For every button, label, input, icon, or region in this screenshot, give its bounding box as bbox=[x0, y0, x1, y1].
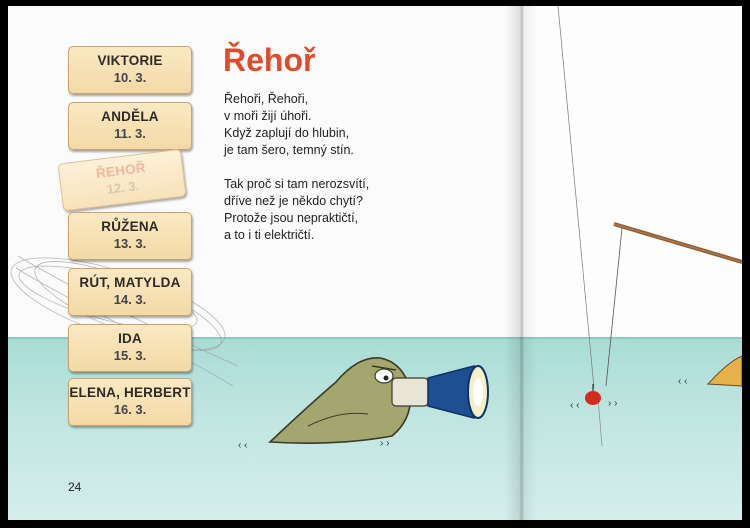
tag-date: 10. 3. bbox=[113, 70, 147, 85]
tag-ida bbox=[68, 324, 192, 372]
poem-line: Tak proč si tam nerozsvítí, bbox=[224, 177, 370, 191]
tag-date: 14. 3. bbox=[113, 292, 147, 307]
page-title: Řehoř bbox=[223, 42, 316, 78]
tag-name: ŘEHOŘ bbox=[95, 160, 147, 182]
svg-text:‹ ‹: ‹ ‹ bbox=[678, 376, 688, 387]
tag-date: 11. 3. bbox=[114, 126, 146, 141]
fish-with-flashlight bbox=[238, 358, 488, 451]
tag-name: ELENA, HERBERT bbox=[69, 385, 191, 400]
tag-date: 12. 3. bbox=[105, 178, 140, 197]
poem bbox=[224, 91, 369, 244]
poem-line: je tam šero, temný stín. bbox=[224, 143, 354, 157]
tag-name: RÚT, MATYLDA bbox=[79, 275, 181, 290]
poem-line: Protože jsou nepraktičtí, bbox=[224, 211, 359, 225]
tag-date: 15. 3. bbox=[113, 348, 147, 363]
svg-text:‹ ‹: ‹ ‹ bbox=[570, 400, 580, 411]
tag-name: ANDĚLA bbox=[101, 109, 159, 124]
open-book bbox=[8, 6, 742, 520]
tag-andela bbox=[68, 102, 192, 150]
fishing-float bbox=[570, 384, 617, 411]
poem-line: Když zaplují do hlubin, bbox=[224, 126, 350, 140]
poem-line: Řehoři, Řehoři, bbox=[224, 92, 309, 106]
svg-text:› ›: › › bbox=[380, 438, 390, 449]
svg-text:‹ ‹: ‹ ‹ bbox=[238, 440, 248, 451]
tag-elena-herbert bbox=[68, 378, 192, 426]
poem-line: v moři žijí úhoři. bbox=[224, 109, 312, 123]
tag-date: 16. 3. bbox=[113, 402, 147, 417]
tag-name: IDA bbox=[118, 331, 142, 346]
tag-name: RŮŽENA bbox=[101, 219, 159, 234]
tag-name: VIKTORIE bbox=[97, 53, 163, 68]
svg-text:› ›: › › bbox=[608, 398, 618, 409]
sand-island bbox=[678, 356, 742, 387]
tag-viktorie bbox=[68, 46, 192, 94]
poem-line: dříve než je někdo chytí? bbox=[224, 194, 363, 208]
page-number: 24 bbox=[68, 480, 82, 494]
tag-ruzena bbox=[68, 212, 192, 260]
tag-date: 13. 3. bbox=[113, 236, 147, 251]
stanza-gap bbox=[224, 159, 369, 176]
tag-rut-matylda bbox=[68, 268, 192, 316]
poem-line: a to i ti električtí. bbox=[224, 228, 315, 242]
